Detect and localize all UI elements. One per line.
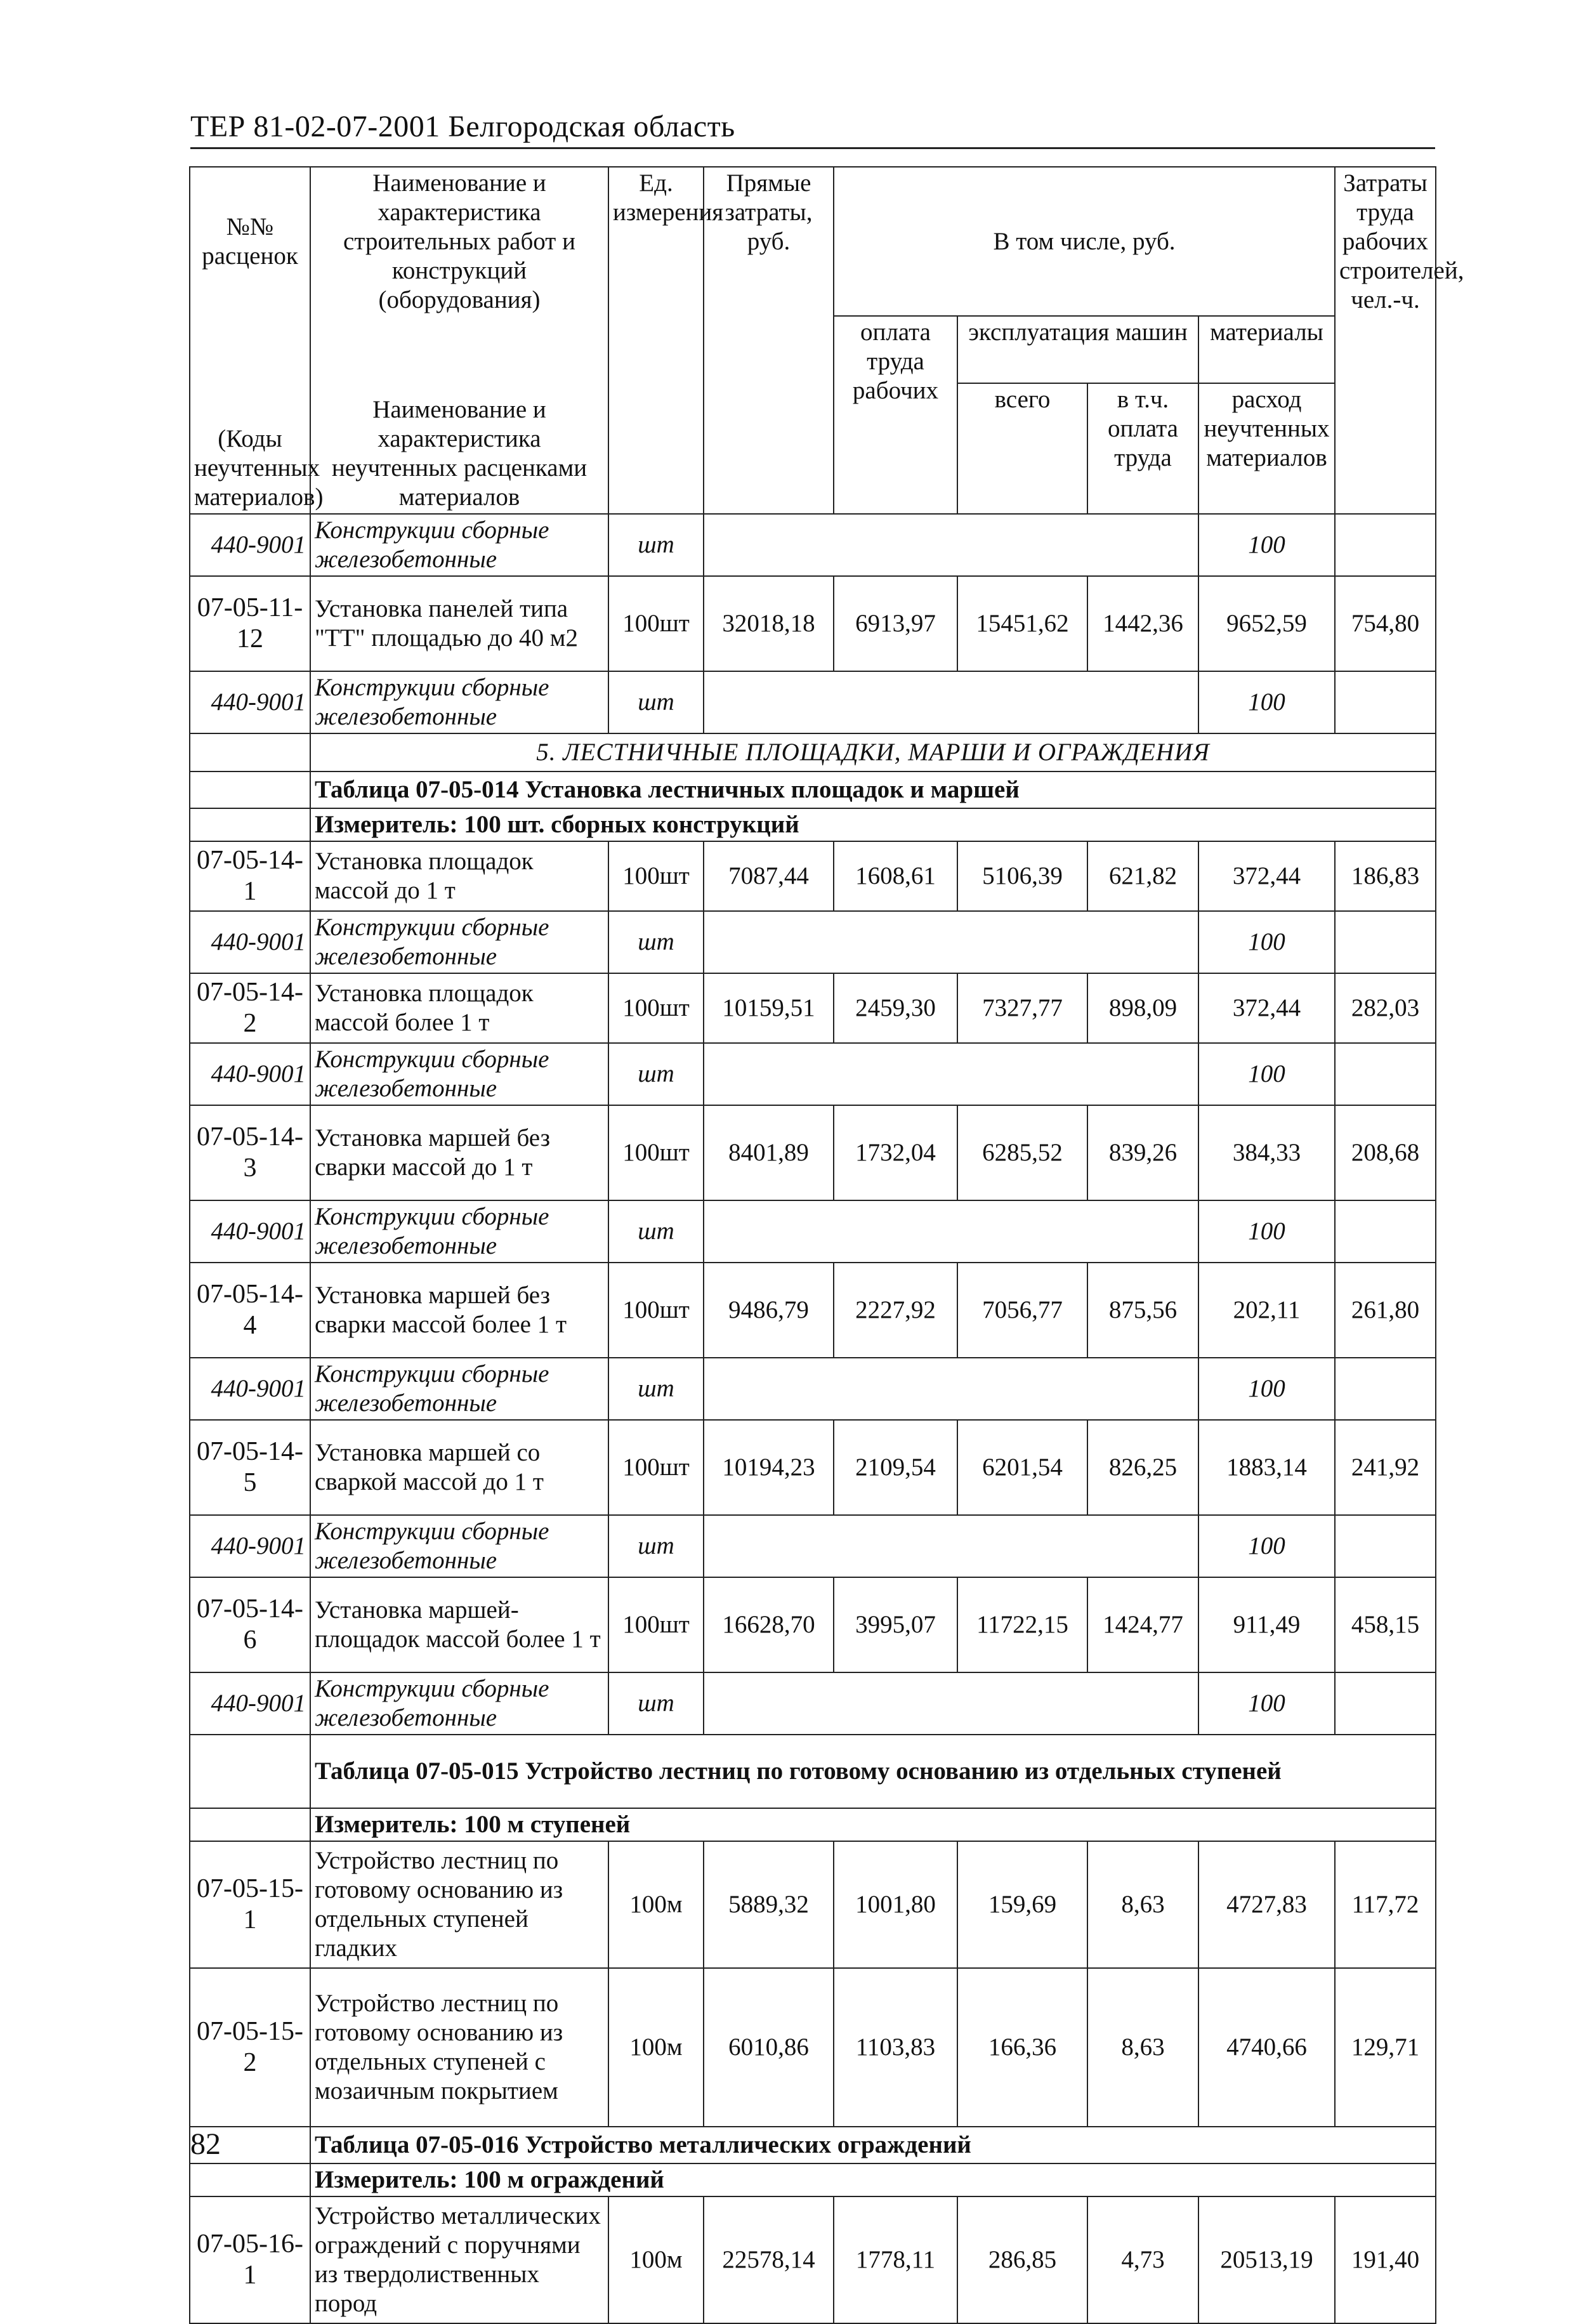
material-name: Конструкции сборные железобетонные [310, 1672, 608, 1735]
material-qty: 100 [1198, 1515, 1335, 1577]
rates-table [189, 166, 1464, 2324]
rate-mach: 15451,62 [957, 576, 1087, 671]
rate-code: 07-05-14-1 [190, 841, 310, 911]
rate-materials: 911,49 [1198, 1577, 1335, 1672]
material-row [190, 1358, 1436, 1420]
measure-unit: Измеритель: 100 шт. сборных конструкций [310, 808, 1436, 841]
rate-labor: 261,80 [1335, 1263, 1436, 1358]
measure-row [190, 808, 1436, 841]
rate-labor: 282,03 [1335, 973, 1436, 1043]
col-code2-header: (Коды неучтенных материалов) [190, 316, 310, 514]
rate-code: 07-05-14-3 [190, 1105, 310, 1200]
rate-code: 07-05-14-4 [190, 1263, 310, 1358]
rate-mach: 286,85 [957, 2196, 1087, 2323]
rate-labor: 191,40 [1335, 2196, 1436, 2323]
material-row [190, 911, 1436, 973]
material-row [190, 1672, 1436, 1735]
material-name: Конструкции сборные железобетонные [310, 1358, 608, 1420]
material-unit: шт [608, 1200, 704, 1263]
material-code: 440-9001 [190, 1043, 310, 1105]
rate-mach-wage: 826,25 [1087, 1420, 1198, 1515]
col-name-header: Наименование и характеристика строительных работ и конструкций (оборудования) [310, 167, 608, 316]
material-blank-cell [704, 1200, 1198, 1263]
material-unit: шт [608, 911, 704, 973]
rate-row [190, 1841, 1436, 1968]
col-machines-header: эксплуатация машин [957, 316, 1198, 383]
rate-materials: 9652,59 [1198, 576, 1335, 671]
rate-name: Установка площадок массой до 1 т [310, 841, 608, 911]
rate-mach: 7327,77 [957, 973, 1087, 1043]
table-title: Таблица 07-05-016 Устройство металлических ограждений [310, 2127, 1436, 2163]
material-blank-cell [704, 1358, 1198, 1420]
rate-code: 07-05-16-1 [190, 2196, 310, 2323]
rate-materials: 4740,66 [1198, 1968, 1335, 2127]
rate-wage: 6913,97 [834, 576, 957, 671]
rate-row [190, 841, 1436, 911]
material-labor-blank [1335, 671, 1436, 733]
rate-code: 07-05-15-1 [190, 1841, 310, 1968]
material-code: 440-9001 [190, 1358, 310, 1420]
material-unit: шт [608, 1358, 704, 1420]
rate-row [190, 576, 1436, 671]
rate-mach-wage: 1442,36 [1087, 576, 1198, 671]
material-row [190, 1043, 1436, 1105]
material-code: 440-9001 [190, 1515, 310, 1577]
material-labor-blank [1335, 911, 1436, 973]
rate-unit: 100шт [608, 576, 704, 671]
rate-unit: 100м [608, 1841, 704, 1968]
col-direct-header: Прямые затраты, руб. [704, 167, 834, 514]
rate-mach-wage: 898,09 [1087, 973, 1198, 1043]
col-wage-header: оплата труда рабочих [834, 316, 957, 514]
rate-row [190, 973, 1436, 1043]
rate-mach-wage: 875,56 [1087, 1263, 1198, 1358]
rate-mach: 7056,77 [957, 1263, 1087, 1358]
rate-direct: 10194,23 [704, 1420, 834, 1515]
rate-mach: 6285,52 [957, 1105, 1087, 1200]
rate-name: Установка маршей-площадок массой более 1 т [310, 1577, 608, 1672]
rate-labor: 129,71 [1335, 1968, 1436, 2127]
rate-code: 07-05-11-12 [190, 576, 310, 671]
col-mat-usage-header: расход неучтенных материалов [1198, 383, 1335, 514]
rate-labor: 208,68 [1335, 1105, 1436, 1200]
rate-unit: 100шт [608, 1577, 704, 1672]
material-blank-cell [704, 1043, 1198, 1105]
table-title: Таблица 07-05-015 Устройство лестниц по готовому основанию из отдельных ступеней [310, 1735, 1436, 1808]
rate-materials: 4727,83 [1198, 1841, 1335, 1968]
col-mach-wage-header: в т.ч. оплата труда [1087, 383, 1198, 514]
material-unit: шт [608, 1043, 704, 1105]
rate-unit: 100м [608, 2196, 704, 2323]
material-row [190, 1200, 1436, 1263]
measure-row [190, 1808, 1436, 1841]
section-title: 5. ЛЕСТНИЧНЫЕ ПЛОЩАДКИ, МАРШИ И ОГРАЖДЕНИЯ [310, 733, 1436, 771]
rate-mach-wage: 8,63 [1087, 1968, 1198, 2127]
material-unit: шт [608, 1515, 704, 1577]
rate-labor: 458,15 [1335, 1577, 1436, 1672]
rate-unit: 100шт [608, 1105, 704, 1200]
material-name: Конструкции сборные железобетонные [310, 1200, 608, 1263]
material-code: 440-9001 [190, 514, 310, 576]
measure-left-cell [190, 2163, 310, 2196]
col-materials-header: материалы [1198, 316, 1335, 383]
material-unit: шт [608, 671, 704, 733]
title-left-cell [190, 771, 310, 808]
rate-direct: 5889,32 [704, 1841, 834, 1968]
rate-name: Установка маршей без сварки массой до 1 т [310, 1105, 608, 1200]
material-blank-cell [704, 1515, 1198, 1577]
material-qty: 100 [1198, 514, 1335, 576]
rate-wage: 2459,30 [834, 973, 957, 1043]
page-header: ТЕР 81-02-07-2001 Белгородская область [190, 110, 735, 143]
rate-mach-wage: 621,82 [1087, 841, 1198, 911]
material-labor-blank [1335, 1043, 1436, 1105]
rate-mach-wage: 1424,77 [1087, 1577, 1198, 1672]
rate-mach: 6201,54 [957, 1420, 1087, 1515]
col-labor-header: Затраты труда рабочих строителей, чел.-ч. [1335, 167, 1436, 514]
table-title-row [190, 2127, 1436, 2163]
rate-mach: 11722,15 [957, 1577, 1087, 1672]
rate-direct: 6010,86 [704, 1968, 834, 2127]
rate-direct: 10159,51 [704, 973, 834, 1043]
section-left-cell [190, 733, 310, 771]
rate-materials: 1883,14 [1198, 1420, 1335, 1515]
rate-direct: 7087,44 [704, 841, 834, 911]
col-incl-header: В том числе, руб. [834, 167, 1335, 316]
rate-wage: 1778,11 [834, 2196, 957, 2323]
rate-unit: 100шт [608, 1420, 704, 1515]
material-row [190, 514, 1436, 576]
header-row-1 [190, 167, 1436, 316]
material-name: Конструкции сборные железобетонные [310, 1043, 608, 1105]
rate-wage: 1732,04 [834, 1105, 957, 1200]
rate-row [190, 1420, 1436, 1515]
rate-unit: 100м [608, 1968, 704, 2127]
material-qty: 100 [1198, 1672, 1335, 1735]
rate-materials: 372,44 [1198, 841, 1335, 911]
header-rule [190, 147, 1435, 149]
table-title-row [190, 771, 1436, 808]
rate-unit: 100шт [608, 973, 704, 1043]
rate-row [190, 1577, 1436, 1672]
rate-name: Устройство лестниц по готовому основанию из отдельных ступеней с мозаичным покрытием [310, 1968, 608, 2127]
rate-wage: 2109,54 [834, 1420, 957, 1515]
material-labor-blank [1335, 1200, 1436, 1263]
material-code: 440-9001 [190, 671, 310, 733]
material-name: Конструкции сборные железобетонные [310, 1515, 608, 1577]
rate-wage: 1103,83 [834, 1968, 957, 2127]
material-code: 440-9001 [190, 1672, 310, 1735]
material-blank-cell [704, 514, 1198, 576]
material-qty: 100 [1198, 1358, 1335, 1420]
measure-left-cell [190, 1808, 310, 1841]
col-mach-total-header: всего [957, 383, 1087, 514]
measure-row [190, 2163, 1436, 2196]
material-labor-blank [1335, 514, 1436, 576]
material-name: Конструкции сборные железобетонные [310, 514, 608, 576]
measure-unit: Измеритель: 100 м ограждений [310, 2163, 1436, 2196]
section-row [190, 733, 1436, 771]
rate-wage: 2227,92 [834, 1263, 957, 1358]
rate-code: 07-05-14-6 [190, 1577, 310, 1672]
rate-direct: 32018,18 [704, 576, 834, 671]
rate-materials: 202,11 [1198, 1263, 1335, 1358]
rate-materials: 372,44 [1198, 973, 1335, 1043]
material-name: Конструкции сборные железобетонные [310, 911, 608, 973]
measure-left-cell [190, 808, 310, 841]
material-blank-cell [704, 671, 1198, 733]
material-name: Конструкции сборные железобетонные [310, 671, 608, 733]
rate-mach-wage: 839,26 [1087, 1105, 1198, 1200]
rate-code: 07-05-15-2 [190, 1968, 310, 2127]
material-row [190, 1515, 1436, 1577]
rate-direct: 16628,70 [704, 1577, 834, 1672]
rate-row [190, 1105, 1436, 1200]
rate-direct: 9486,79 [704, 1263, 834, 1358]
material-unit: шт [608, 514, 704, 576]
table-title: Таблица 07-05-014 Установка лестничных площадок и маршей [310, 771, 1436, 808]
rate-name: Установка маршей без сварки массой более 1 т [310, 1263, 608, 1358]
title-left-cell [190, 1735, 310, 1808]
rate-name: Устройство лестниц по готовому основанию из отдельных ступеней гладких [310, 1841, 608, 1968]
rate-materials: 384,33 [1198, 1105, 1335, 1200]
col-code-header: №№ расценок [190, 167, 310, 316]
material-qty: 100 [1198, 911, 1335, 973]
rate-unit: 100шт [608, 1263, 704, 1358]
rate-wage: 1608,61 [834, 841, 957, 911]
material-code: 440-9001 [190, 911, 310, 973]
material-qty: 100 [1198, 671, 1335, 733]
material-labor-blank [1335, 1672, 1436, 1735]
rate-name: Установка маршей со сваркой массой до 1 т [310, 1420, 608, 1515]
rate-name: Установка панелей типа "ТТ" площадью до 40 м2 [310, 576, 608, 671]
rate-code: 07-05-14-2 [190, 973, 310, 1043]
rate-direct: 22578,14 [704, 2196, 834, 2323]
rate-mach: 159,69 [957, 1841, 1087, 1968]
material-qty: 100 [1198, 1043, 1335, 1105]
material-labor-blank [1335, 1358, 1436, 1420]
material-blank-cell [704, 1672, 1198, 1735]
rate-mach-wage: 8,63 [1087, 1841, 1198, 1968]
rate-name: Устройство металлических ограждений с поручнями из твердолиственных пород [310, 2196, 608, 2323]
rate-labor: 117,72 [1335, 1841, 1436, 1968]
rate-materials: 20513,19 [1198, 2196, 1335, 2323]
material-blank-cell [704, 911, 1198, 973]
col-unit-header: Ед. измерения [608, 167, 704, 514]
rate-wage: 3995,07 [834, 1577, 957, 1672]
rate-direct: 8401,89 [704, 1105, 834, 1200]
rate-labor: 186,83 [1335, 841, 1436, 911]
rate-labor: 241,92 [1335, 1420, 1436, 1515]
rate-mach: 5106,39 [957, 841, 1087, 911]
table-title-row [190, 1735, 1436, 1808]
measure-unit: Измеритель: 100 м ступеней [310, 1808, 1436, 1841]
material-labor-blank [1335, 1515, 1436, 1577]
rate-mach: 166,36 [957, 1968, 1087, 2127]
rate-row [190, 1968, 1436, 2127]
material-unit: шт [608, 1672, 704, 1735]
page-number: 82 [190, 2127, 221, 2161]
material-qty: 100 [1198, 1200, 1335, 1263]
material-code: 440-9001 [190, 1200, 310, 1263]
rate-mach-wage: 4,73 [1087, 2196, 1198, 2323]
rate-name: Установка площадок массой более 1 т [310, 973, 608, 1043]
material-row [190, 671, 1436, 733]
rate-row [190, 2196, 1436, 2323]
rate-row [190, 1263, 1436, 1358]
rate-wage: 1001,80 [834, 1841, 957, 1968]
rate-unit: 100шт [608, 841, 704, 911]
rate-labor: 754,80 [1335, 576, 1436, 671]
rate-code: 07-05-14-5 [190, 1420, 310, 1515]
col-name2-header: Наименование и характеристика неучтенных расценками материалов [310, 316, 608, 514]
